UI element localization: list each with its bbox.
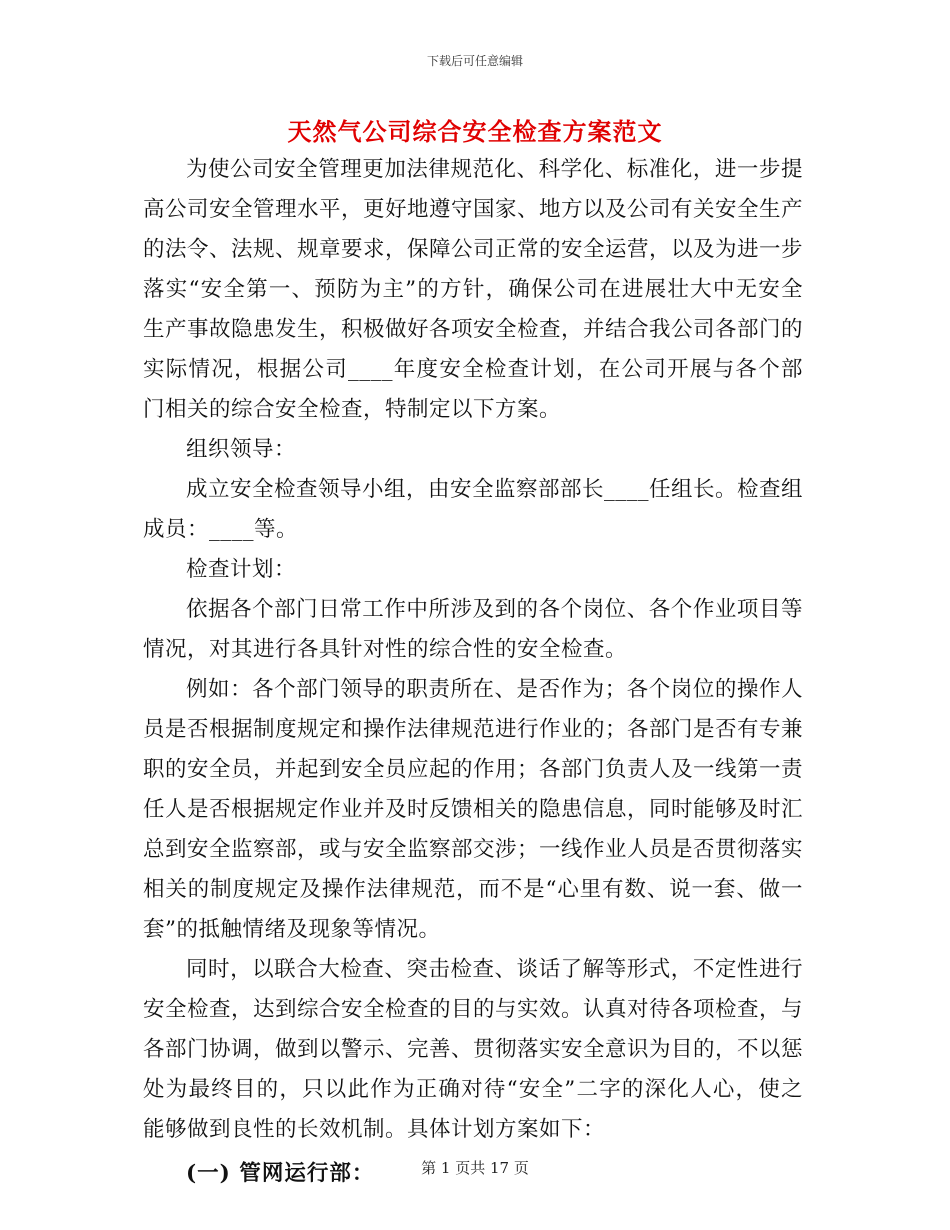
example-paragraph: 例如：各个部门领导的职责所在、是否作为；各个岗位的操作人员是否根据制度规定和操作法律规范进行作业的；各部门是否有专兼职的安全员，并起到安全员应起的作用；各部门负责人及一线第一责任人是否根据规定作业并及时反馈相关的隐患信息，同时能够及时汇总到安全监察部，或与安全监察部交涉；一线作业人员是否贯彻落实相关的制度规定及操作法律规范，而不是“心里有数、说一套、做一套”的抵触情绪及现象等情况。 bbox=[143, 677, 804, 942]
page-footer: 第 1 页共 17 页 bbox=[421, 1159, 529, 1177]
document-title: 天然气公司综合安全检查方案范文 bbox=[287, 117, 663, 146]
intro-paragraph: 为使公司安全管理更加法律规范化、科学化、标准化，进一步提高公司安全管理水平，更好地遵守国家、地方以及公司有关安全生产的法令、法规、规章要求，保障公司正常的安全运营，以及为进一步落实“安全第一、预防为主”的方针，确保公司在进展壮大中无安全生产事故隐患发生，积极做好各项安全检查，并结合我公司各部门的实际情况，根据公司____年度安全检查计划，在公司开展与各个部门相关的综合安全检查，特制定以下方案。 bbox=[143, 157, 804, 422]
plan-paragraph: 依据各个部门日常工作中所涉及到的各个岗位、各个作业项目等情况，对其进行各具针对性的综合性的安全检查。 bbox=[143, 597, 803, 662]
document-body bbox=[143, 150, 803, 1194]
organization-heading: 组织领导： bbox=[186, 437, 297, 462]
plan-heading: 检查计划： bbox=[186, 557, 297, 582]
organization-paragraph: 成立安全检查领导小组，由安全监察部部长____任组长。检查组成员：____等。 bbox=[143, 477, 804, 542]
page-header: 下载后可任意编辑 bbox=[426, 54, 523, 68]
method-paragraph: 同时，以联合大检查、突击检查、谈话了解等形式，不定性进行安全检查，达到综合安全检查的目的与实效。认真对待各项检查，与各部门协调，做到以警示、完善、贯彻落实安全意识为目的，不以惩处为最终目的，只以此作为正确对待“安全”二字的深化人心，使之能够做到良性的长效机制。具体计划方案如下： bbox=[143, 957, 804, 1142]
section-heading: (一) 管网运行部： bbox=[186, 1161, 375, 1186]
